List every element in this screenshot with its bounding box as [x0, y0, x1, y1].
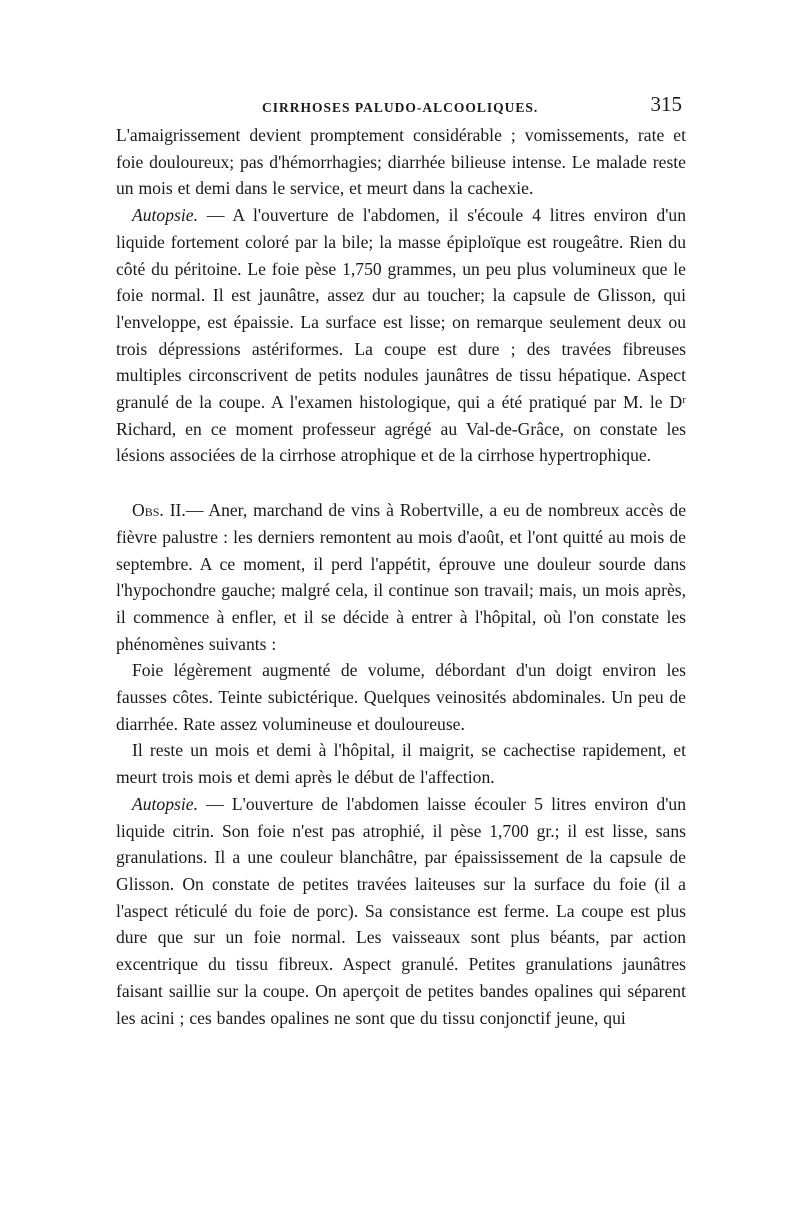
- paragraph-autopsy-2: [116, 791, 686, 1031]
- paragraph-observation-2: [116, 497, 686, 657]
- section-gap: [116, 469, 686, 497]
- page-number: 315: [650, 92, 682, 116]
- book-page: [116, 92, 686, 1031]
- running-title: CIRRHOSES PALUDO-ALCOOLIQUES.: [262, 100, 539, 115]
- paragraph-autopsy-1: [116, 202, 686, 469]
- observation-heading: Obs. II.: [132, 500, 186, 521]
- paragraph-symptoms: Foie légèrement augmenté de volume, débordant d'un doigt environ les fausses côtes. Teinte subictérique. Quelques veinosités abdominales. Un peu de diarrhée. Rate assez volumineuse et douloureuse.: [116, 660, 686, 734]
- paragraph-evolution: Il reste un mois et demi à l'hôpital, il maigrit, se cachectise rapidement, et meurt trois mois et demi après le début de l'affection.: [116, 740, 686, 788]
- autopsy-heading-2: Autopsie.: [132, 793, 198, 814]
- paragraph-case-continuation: L'amaigrissement devient promptement considérable ; vomissements, rate et foie douloureux; pas d'hémorrhagies; diarrhée bilieuse intense. Le malade reste un mois et demi dans le service, et meurt dans la cachexie.: [116, 125, 686, 199]
- autopsy-text-2: — L'ouverture de l'abdomen laisse écouler 5 litres environ d'un liquide citrin. Son foie n'est pas atrophié, il pèse 1,700 gr.; il est lisse, sans granulations. Il a une couleur blanchâtre, par épaississement de la capsule de Glisson. On constate de petites travées laiteuses sur la surface du foie (il a l'aspect réticulé du foie de porc). Sa consistance est ferme. La coupe est plus dure que sur un foie normal. Les vaisseaux sont plus béants, par action excentrique du tissu fibreux. Aspect granulé. Petites granulations jaunâtres faisant saillie sur la coupe. On aperçoit de petites bandes opalines qui séparent les acini ; ces bandes opalines ne sont que du tissu conjonctif jeune, qui: [116, 793, 686, 1028]
- autopsy-heading: Autopsie.: [132, 205, 198, 226]
- observation-text: — Aner, marchand de vins à Robertville, a eu de nombreux accès de fièvre palustre : les derniers remontent au mois d'août, et l'ont quitté au mois de septembre. A ce moment, il perd l'appétit, éprouve une douleur sourde dans l'hypochondre gauche; malgré cela, il continue son travail; mais, un mois après, il commence à enfler, et il se décide à entrer à l'hôpital, où l'on constate les phénomènes suivants :: [116, 500, 687, 654]
- running-head: [116, 92, 686, 122]
- autopsy-text: — A l'ouverture de l'abdomen, il s'écoule 4 litres environ d'un liquide fortement coloré par la bile; la masse épiploïque est rougeâtre. Rien du côté du péritoine. Le foie pèse 1,750 grammes, un peu plus volumineux que le foie normal. Il est jaunâtre, assez dur au toucher; la capsule de Glisson, qui l'enveloppe, est épaissie. La surface est lisse; on remarque seulement deux ou trois dépressions astériformes. La coupe est dure ; des travées fibreuses multiples circonscrivent de petits nodules jaunâtres de tissu hépatique. Aspect granulé de la coupe. A l'examen histologique, qui a été pratiqué par M. le Dʳ Richard, en ce moment professeur agrégé au Val-de-Grâce, on constate les lésions associées de la cirrhose atrophique et de la cirrhose hypertrophique.: [116, 205, 686, 466]
